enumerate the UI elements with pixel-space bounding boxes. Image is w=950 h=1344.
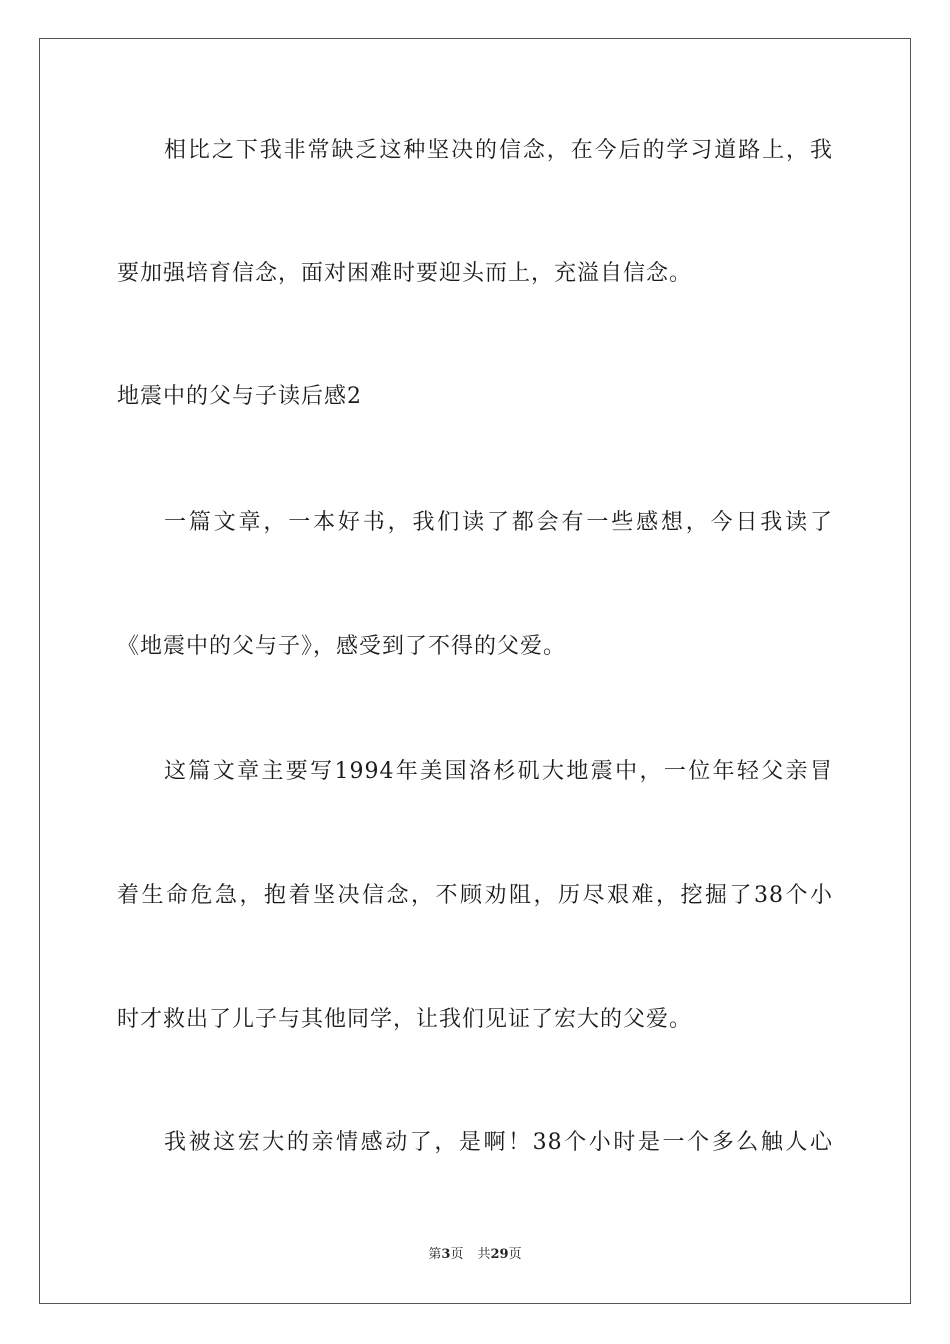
paragraph-line: 要加强培育信念，面对困难时要迎头而上，充溢自信念。 — [117, 261, 693, 286]
footer-page-number: 3 — [441, 1247, 451, 1262]
paragraph-line: 我被这宏大的亲情感动了，是啊！38个小时是一个多么触人心 — [164, 1130, 833, 1155]
page-border — [39, 38, 911, 1304]
footer-page-suffix: 页 — [450, 1247, 464, 1262]
footer-page-prefix: 第 — [428, 1247, 442, 1262]
page-footer — [0, 1246, 950, 1264]
footer-total-suffix: 页 — [508, 1247, 522, 1262]
footer-total-pages: 29 — [490, 1247, 509, 1262]
section-heading: 地震中的父与子读后感2 — [117, 384, 362, 409]
paragraph-line: 时才救出了儿子与其他同学，让我们见证了宏大的父爱。 — [117, 1007, 693, 1032]
footer-total-prefix: 共 — [477, 1247, 491, 1262]
paragraph-line: 《地震中的父与子》，感受到了不得的父爱。 — [117, 634, 567, 659]
paragraph-line: 这篇文章主要写1994年美国洛杉矶大地震中，一位年轻父亲冒 — [164, 759, 833, 784]
paragraph-line: 相比之下我非常缺乏这种坚决的信念，在今后的学习道路上，我 — [164, 138, 833, 163]
paragraph-line: 一篇文章，一本好书，我们读了都会有一些感想，今日我读了 — [164, 510, 833, 535]
paragraph-line: 着生命危急，抱着坚决信念，不顾劝阻，历尽艰难，挖掘了38个小 — [117, 883, 833, 908]
